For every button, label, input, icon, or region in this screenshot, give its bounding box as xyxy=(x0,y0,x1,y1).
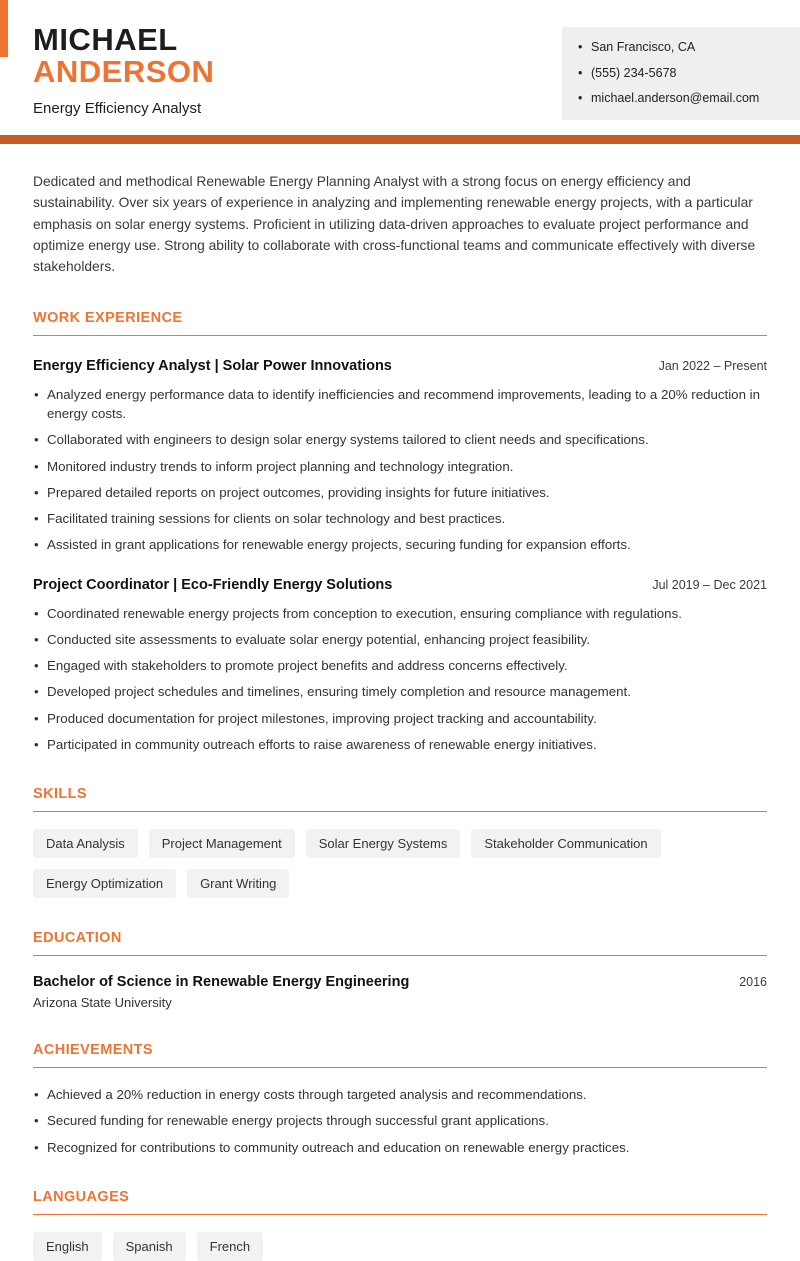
section-languages xyxy=(33,1189,767,1261)
candidate-job-title: Energy Efficiency Analyst xyxy=(33,99,202,117)
contact-email: • michael.anderson@email.com xyxy=(578,91,784,107)
skill-tag: Grant Writing xyxy=(187,869,289,898)
bullet-item: • Produced documentation for project milestones, improving project tracking and accountability. xyxy=(33,709,767,728)
skills-heading: SKILLS xyxy=(33,786,767,812)
language-tag: English xyxy=(33,1232,102,1261)
bullet-item: • Analyzed energy performance data to identify inefficiencies and recommend improvements, leading to a 20% reduction in energy costs. xyxy=(33,385,767,424)
education-school: Arizona State University xyxy=(33,995,172,1011)
education-entry xyxy=(33,974,767,990)
achievements-heading: ACHIEVEMENTS xyxy=(33,1042,767,1068)
languages-heading: LANGUAGES xyxy=(33,1189,767,1215)
skill-tag: Data Analysis xyxy=(33,829,138,858)
languages-tag-list xyxy=(33,1232,767,1261)
candidate-last-name: ANDERSON xyxy=(33,53,215,89)
language-tag: French xyxy=(197,1232,263,1261)
contact-phone: • (555) 234-5678 xyxy=(578,66,784,82)
bullet-item: • Secured funding for renewable energy projects through successful grant applications. xyxy=(33,1111,767,1130)
bullet-item: • Recognized for contributions to community outreach and education on renewable energy practices. xyxy=(33,1138,767,1157)
bullet-item: • Monitored industry trends to inform project planning and technology integration. xyxy=(33,457,767,476)
language-tag: Spanish xyxy=(113,1232,186,1261)
section-work-experience xyxy=(33,310,767,754)
header-divider-bar xyxy=(0,135,800,144)
contact-list xyxy=(578,40,784,107)
contact-location: • San Francisco, CA xyxy=(578,40,784,56)
bullet-item: • Engaged with stakeholders to promote project benefits and address concerns effectively. xyxy=(33,656,767,675)
job-entry xyxy=(33,358,767,555)
job-dates: Jul 2019 – Dec 2021 xyxy=(652,577,767,592)
section-education xyxy=(33,930,767,1010)
bullet-item: • Achieved a 20% reduction in energy costs through targeted analysis and recommendations. xyxy=(33,1085,767,1104)
job-header xyxy=(33,358,767,374)
skill-tag: Project Management xyxy=(149,829,295,858)
skill-tag: Solar Energy Systems xyxy=(306,829,461,858)
achievements-list xyxy=(33,1085,767,1157)
job-title: Project Coordinator | Eco-Friendly Energy Solutions xyxy=(33,576,393,593)
resume-header xyxy=(0,0,800,117)
bullet-item: • Collaborated with engineers to design solar energy systems tailored to client needs and specifications. xyxy=(33,430,767,449)
bullet-item: • Participated in community outreach efforts to raise awareness of renewable energy initiatives. xyxy=(33,735,767,754)
skills-tag-list xyxy=(33,829,767,898)
bullet-item: • Assisted in grant applications for renewable energy projects, securing funding for expansion efforts. xyxy=(33,535,767,554)
skill-tag: Stakeholder Communication xyxy=(471,829,660,858)
bullet-item: • Conducted site assessments to evaluate solar energy potential, enhancing project feasibility. xyxy=(33,630,767,649)
summary-paragraph: Dedicated and methodical Renewable Energy Planning Analyst with a strong focus on energy efficiency and sustainability. Over six years of experience in analyzing and implementing renewable energy projects, with a particular emphasis on solar energy systems. Proficient in utilizing data-driven approaches to evaluate project performance and optimize energy use. Strong ability to collaborate with cross-functional teams and communicate effectively with diverse stakeholders. xyxy=(33,173,756,275)
bullet-item: • Prepared detailed reports on project outcomes, providing insights for future initiatives. xyxy=(33,483,767,502)
bullet-item: • Facilitated training sessions for clients on solar technology and best practices. xyxy=(33,509,767,528)
skill-tag: Energy Optimization xyxy=(33,869,176,898)
section-skills xyxy=(33,786,767,898)
bullet-item: • Developed project schedules and timelines, ensuring timely completion and resource management. xyxy=(33,682,767,701)
job-bullet-list xyxy=(33,385,767,555)
job-dates: Jan 2022 – Present xyxy=(658,358,767,373)
job-bullet-list xyxy=(33,604,767,755)
candidate-first-name: MICHAEL xyxy=(33,22,178,57)
education-year: 2016 xyxy=(739,975,767,990)
job-title: Energy Efficiency Analyst | Solar Power Innovations xyxy=(33,357,392,374)
resume-content xyxy=(0,171,800,1261)
section-achievements xyxy=(33,1042,767,1157)
contact-box xyxy=(562,27,800,120)
degree-title: Bachelor of Science in Renewable Energy Engineering xyxy=(33,974,410,991)
work-experience-heading: WORK EXPERIENCE xyxy=(33,310,767,336)
job-entry xyxy=(33,577,767,755)
job-header xyxy=(33,577,767,593)
education-heading: EDUCATION xyxy=(33,930,767,956)
bullet-item: • Coordinated renewable energy projects from conception to execution, ensuring compliance with regulations. xyxy=(33,604,767,623)
